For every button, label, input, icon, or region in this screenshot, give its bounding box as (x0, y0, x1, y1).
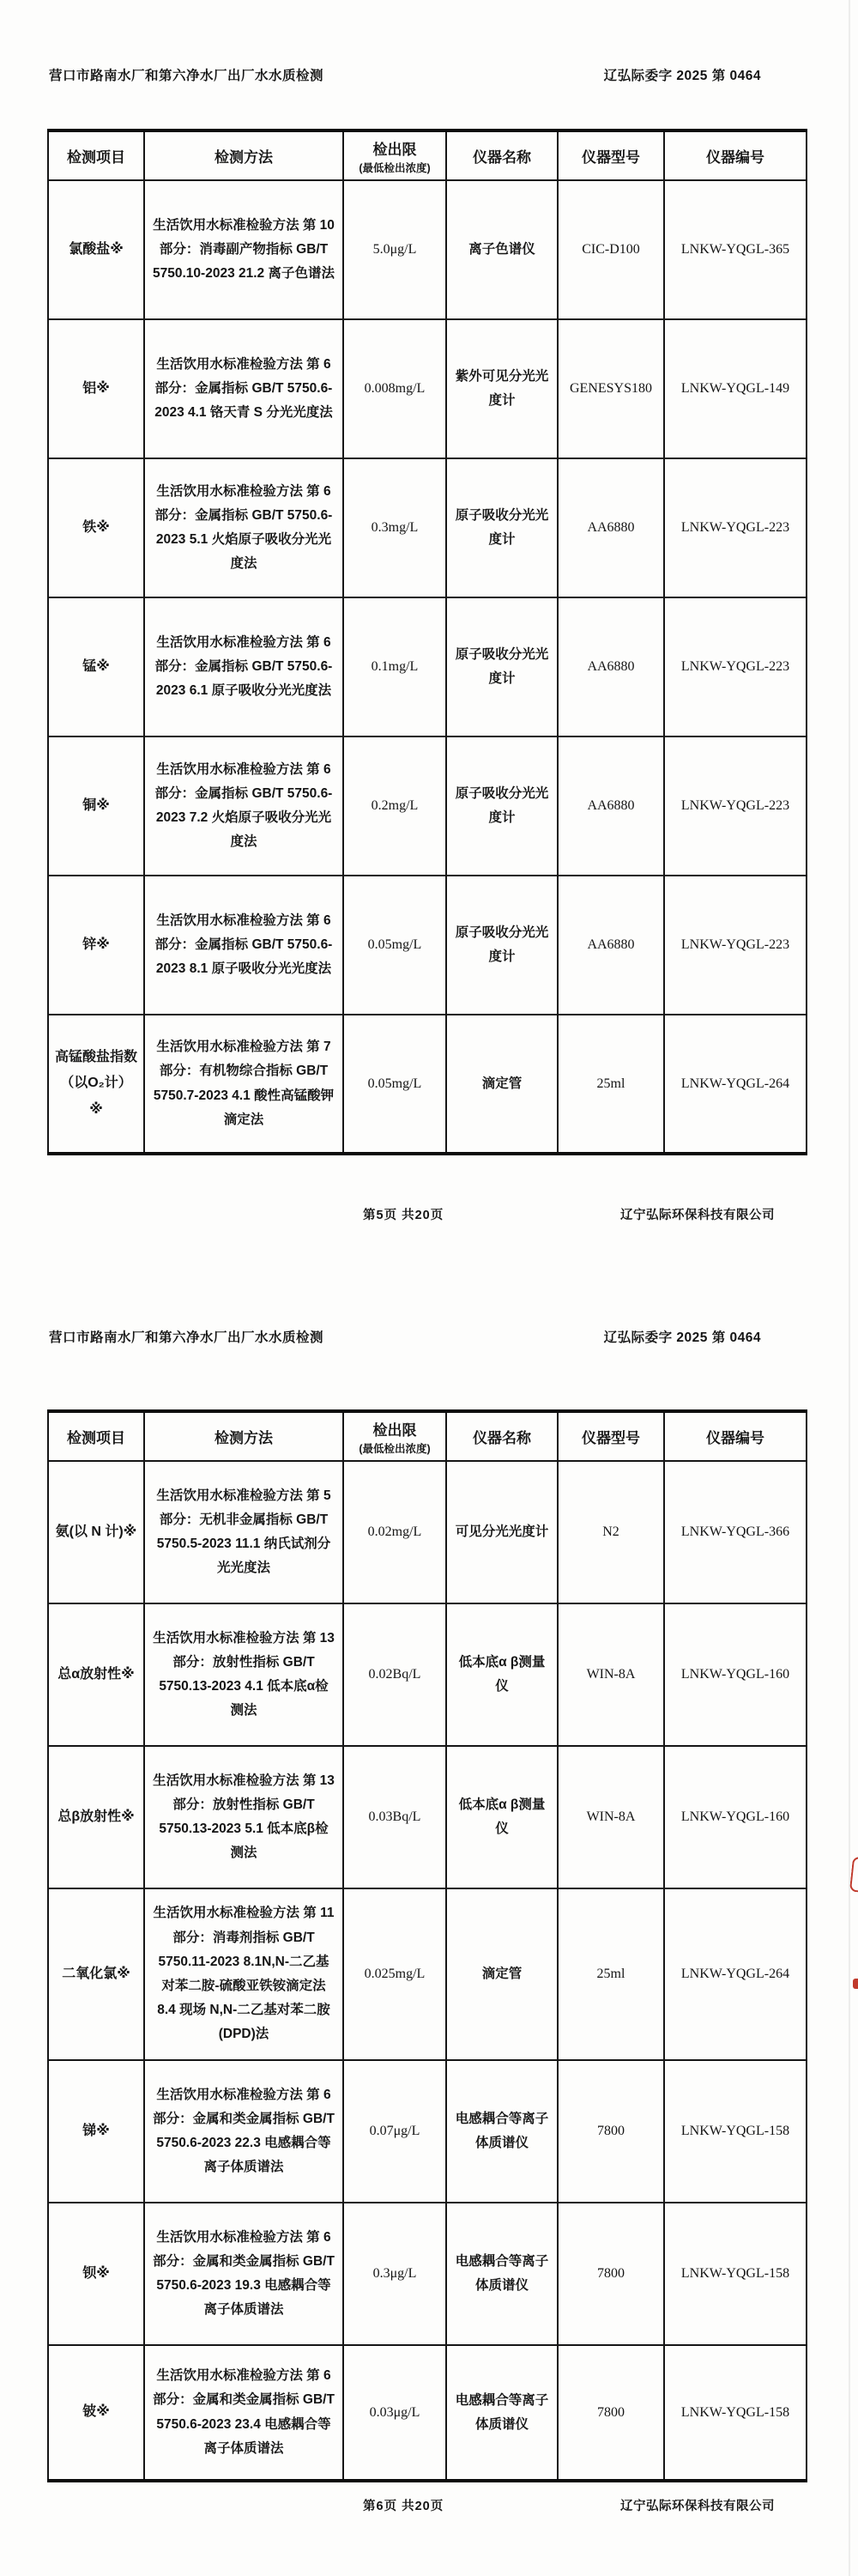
cell-instrument: 原子吸收分光光度计 (446, 597, 558, 736)
cell-limit: 0.3μg/L (343, 2203, 446, 2345)
cell-item: 锑※ (48, 2060, 144, 2203)
cell-method: 生活饮用水标准检验方法 第 6 部分：金属指标 GB/T 5750.6-2023 4.1 铬天青 S 分光光度法 (144, 319, 343, 458)
cell-model: GENESYS180 (558, 319, 664, 458)
cell-method: 生活饮用水标准检验方法 第 6 部分：金属和类金属指标 GB/T 5750.6-2023 22.3 电感耦合等离子体质谱法 (144, 2060, 343, 2203)
table-header-row (48, 1411, 807, 1461)
cell-method: 生活饮用水标准检验方法 第 6 部分：金属和类金属指标 GB/T 5750.6-2023 19.3 电感耦合等离子体质谱法 (144, 2203, 343, 2345)
cell-item: 总β放射性※ (48, 1746, 144, 1888)
red-ink-mark (849, 1857, 858, 1893)
cell-instrument: 原子吸收分光光度计 (446, 876, 558, 1015)
page6-table-wrap (47, 1409, 806, 2482)
cell-model: CIC-D100 (558, 180, 664, 319)
document-title: 营口市路南水厂和第六净水厂出厂水水质检测 (49, 69, 324, 83)
table-row (48, 876, 807, 1015)
cell-serial: LNKW-YQGL-223 (664, 597, 807, 736)
cell-model: AA6880 (558, 876, 664, 1015)
cell-serial: LNKW-YQGL-223 (664, 876, 807, 1015)
cell-instrument: 滴定管 (446, 1888, 558, 2060)
column-header: 仪器型号 (558, 1411, 664, 1461)
cell-item: 二氧化氯※ (48, 1888, 144, 2060)
cell-serial: LNKW-YQGL-264 (664, 1015, 807, 1154)
cell-model: AA6880 (558, 458, 664, 597)
document-number: 辽弘际委字 2025 第 0464 (603, 1330, 761, 1345)
scan-edge-line (849, 0, 850, 2576)
cell-item: 铁※ (48, 458, 144, 597)
page-number: 第6页 共20页 (363, 2500, 444, 2513)
column-header: 检测方法 (144, 1411, 343, 1461)
cell-instrument: 电感耦合等离子体质谱仪 (446, 2345, 558, 2481)
cell-instrument: 原子吸收分光光度计 (446, 458, 558, 597)
cell-serial: LNKW-YQGL-158 (664, 2345, 807, 2481)
cell-serial: LNKW-YQGL-160 (664, 1746, 807, 1888)
cell-model: 7800 (558, 2203, 664, 2345)
test-items-table-page6 (47, 1409, 807, 2482)
cell-serial: LNKW-YQGL-149 (664, 319, 807, 458)
cell-model: AA6880 (558, 736, 664, 876)
column-header: 仪器名称 (446, 1411, 558, 1461)
cell-instrument: 电感耦合等离子体质谱仪 (446, 2060, 558, 2203)
cell-item: 铝※ (48, 319, 144, 458)
cell-model: N2 (558, 1461, 664, 1603)
table-row (48, 1015, 807, 1154)
table-row (48, 319, 807, 458)
cell-item: 锌※ (48, 876, 144, 1015)
cell-method: 生活饮用水标准检验方法 第 13 部分：放射性指标 GB/T 5750.13-2023 5.1 低本底β检测法 (144, 1746, 343, 1888)
column-header: 检出限 (最低检出浓度) (343, 1411, 446, 1461)
cell-method: 生活饮用水标准检验方法 第 6 部分：金属指标 GB/T 5750.6-2023 5.1 火焰原子吸收分光光度法 (144, 458, 343, 597)
cell-serial: LNKW-YQGL-366 (664, 1461, 807, 1603)
table-row (48, 1461, 807, 1603)
cell-instrument: 电感耦合等离子体质谱仪 (446, 2203, 558, 2345)
table-row (48, 2203, 807, 2345)
cell-instrument: 紫外可见分光光度计 (446, 319, 558, 458)
cell-serial: LNKW-YQGL-223 (664, 736, 807, 876)
table-header-row (48, 130, 807, 180)
cell-serial: LNKW-YQGL-158 (664, 2203, 807, 2345)
cell-model: AA6880 (558, 597, 664, 736)
column-header: 仪器型号 (558, 130, 664, 180)
cell-limit: 0.02mg/L (343, 1461, 446, 1603)
cell-model: 25ml (558, 1015, 664, 1154)
table-row (48, 1888, 807, 2060)
table-row (48, 736, 807, 876)
cell-limit: 0.3mg/L (343, 458, 446, 597)
table-row (48, 1603, 807, 1746)
table-row (48, 2060, 807, 2203)
cell-limit: 0.1mg/L (343, 597, 446, 736)
cell-instrument: 低本底α β测量仪 (446, 1746, 558, 1888)
cell-item: 总α放射性※ (48, 1603, 144, 1746)
cell-method: 生活饮用水标准检验方法 第 6 部分：金属指标 GB/T 5750.6-2023 8.1 原子吸收分光光度法 (144, 876, 343, 1015)
cell-model: WIN-8A (558, 1746, 664, 1888)
column-header: 检测项目 (48, 1411, 144, 1461)
table-row (48, 458, 807, 597)
document-title: 营口市路南水厂和第六净水厂出厂水水质检测 (49, 1330, 324, 1345)
cell-method: 生活饮用水标准检验方法 第 13 部分：放射性指标 GB/T 5750.13-2023 4.1 低本底α检测法 (144, 1603, 343, 1746)
column-header: 仪器编号 (664, 130, 807, 180)
cell-limit: 0.008mg/L (343, 319, 446, 458)
table-row (48, 2345, 807, 2481)
cell-limit: 0.2mg/L (343, 736, 446, 876)
company-name: 辽宁弘际环保科技有限公司 (620, 1209, 775, 1222)
cell-limit: 0.03μg/L (343, 2345, 446, 2481)
cell-item: 高锰酸盐指数（以O₂计）※ (48, 1015, 144, 1154)
cell-serial: LNKW-YQGL-365 (664, 180, 807, 319)
document-number: 辽弘际委字 2025 第 0464 (603, 69, 761, 83)
cell-limit: 0.05mg/L (343, 1015, 446, 1154)
red-ink-mark (853, 1979, 858, 1989)
column-header: 检出限 (最低检出浓度) (343, 130, 446, 180)
cell-serial: LNKW-YQGL-158 (664, 2060, 807, 2203)
cell-limit: 5.0μg/L (343, 180, 446, 319)
test-items-table-page5 (47, 129, 807, 1155)
cell-item: 氨(以 N 计)※ (48, 1461, 144, 1603)
cell-model: 25ml (558, 1888, 664, 2060)
cell-model: 7800 (558, 2060, 664, 2203)
cell-instrument: 离子色谱仪 (446, 180, 558, 319)
column-header: 仪器名称 (446, 130, 558, 180)
page5-table-wrap (47, 129, 806, 1155)
cell-item: 铜※ (48, 736, 144, 876)
cell-model: 7800 (558, 2345, 664, 2481)
cell-model: WIN-8A (558, 1603, 664, 1746)
page5-header (47, 65, 806, 84)
cell-item: 氯酸盐※ (48, 180, 144, 319)
table-row (48, 180, 807, 319)
column-header: 检测方法 (144, 130, 343, 180)
column-header: 仪器编号 (664, 1411, 807, 1461)
cell-limit: 0.02Bq/L (343, 1603, 446, 1746)
cell-item: 铍※ (48, 2345, 144, 2481)
cell-item: 锰※ (48, 597, 144, 736)
column-header: 检测项目 (48, 130, 144, 180)
cell-method: 生活饮用水标准检验方法 第 5 部分：无机非金属指标 GB/T 5750.5-2023 11.1 纳氏试剂分光光度法 (144, 1461, 343, 1603)
cell-method: 生活饮用水标准检验方法 第 6 部分：金属指标 GB/T 5750.6-2023 6.1 原子吸收分光光度法 (144, 597, 343, 736)
company-name: 辽宁弘际环保科技有限公司 (620, 2500, 775, 2513)
cell-method: 生活饮用水标准检验方法 第 11 部分：消毒剂指标 GB/T 5750.11-2023 8.1N,N-二乙基对苯二胺-硫酸亚铁铵滴定法 8.4 现场 N,N-二乙基对苯二胺(DPD)法 (144, 1888, 343, 2060)
cell-instrument: 低本底α β测量仪 (446, 1603, 558, 1746)
cell-method: 生活饮用水标准检验方法 第 6 部分：金属和类金属指标 GB/T 5750.6-2023 23.4 电感耦合等离子体质谱法 (144, 2345, 343, 2481)
cell-serial: LNKW-YQGL-264 (664, 1888, 807, 2060)
cell-limit: 0.07μg/L (343, 2060, 446, 2203)
cell-instrument: 可见分光光度计 (446, 1461, 558, 1603)
page6-footer (47, 2496, 806, 2515)
cell-item: 钡※ (48, 2203, 144, 2345)
cell-limit: 0.05mg/L (343, 876, 446, 1015)
cell-method: 生活饮用水标准检验方法 第 7 部分：有机物综合指标 GB/T 5750.7-2023 4.1 酸性高锰酸钾滴定法 (144, 1015, 343, 1154)
cell-serial: LNKW-YQGL-160 (664, 1603, 807, 1746)
cell-limit: 0.025mg/L (343, 1888, 446, 2060)
cell-limit: 0.03Bq/L (343, 1746, 446, 1888)
table-row (48, 1746, 807, 1888)
cell-instrument: 滴定管 (446, 1015, 558, 1154)
cell-instrument: 原子吸收分光光度计 (446, 736, 558, 876)
page6-header (47, 1327, 806, 1346)
cell-serial: LNKW-YQGL-223 (664, 458, 807, 597)
cell-method: 生活饮用水标准检验方法 第 6 部分：金属指标 GB/T 5750.6-2023 7.2 火焰原子吸收分光光度法 (144, 736, 343, 876)
cell-method: 生活饮用水标准检验方法 第 10 部分：消毒副产物指标 GB/T 5750.10-2023 21.2 离子色谱法 (144, 180, 343, 319)
page5-footer (47, 1205, 806, 1224)
page-number: 第5页 共20页 (363, 1209, 444, 1222)
table-row (48, 597, 807, 736)
